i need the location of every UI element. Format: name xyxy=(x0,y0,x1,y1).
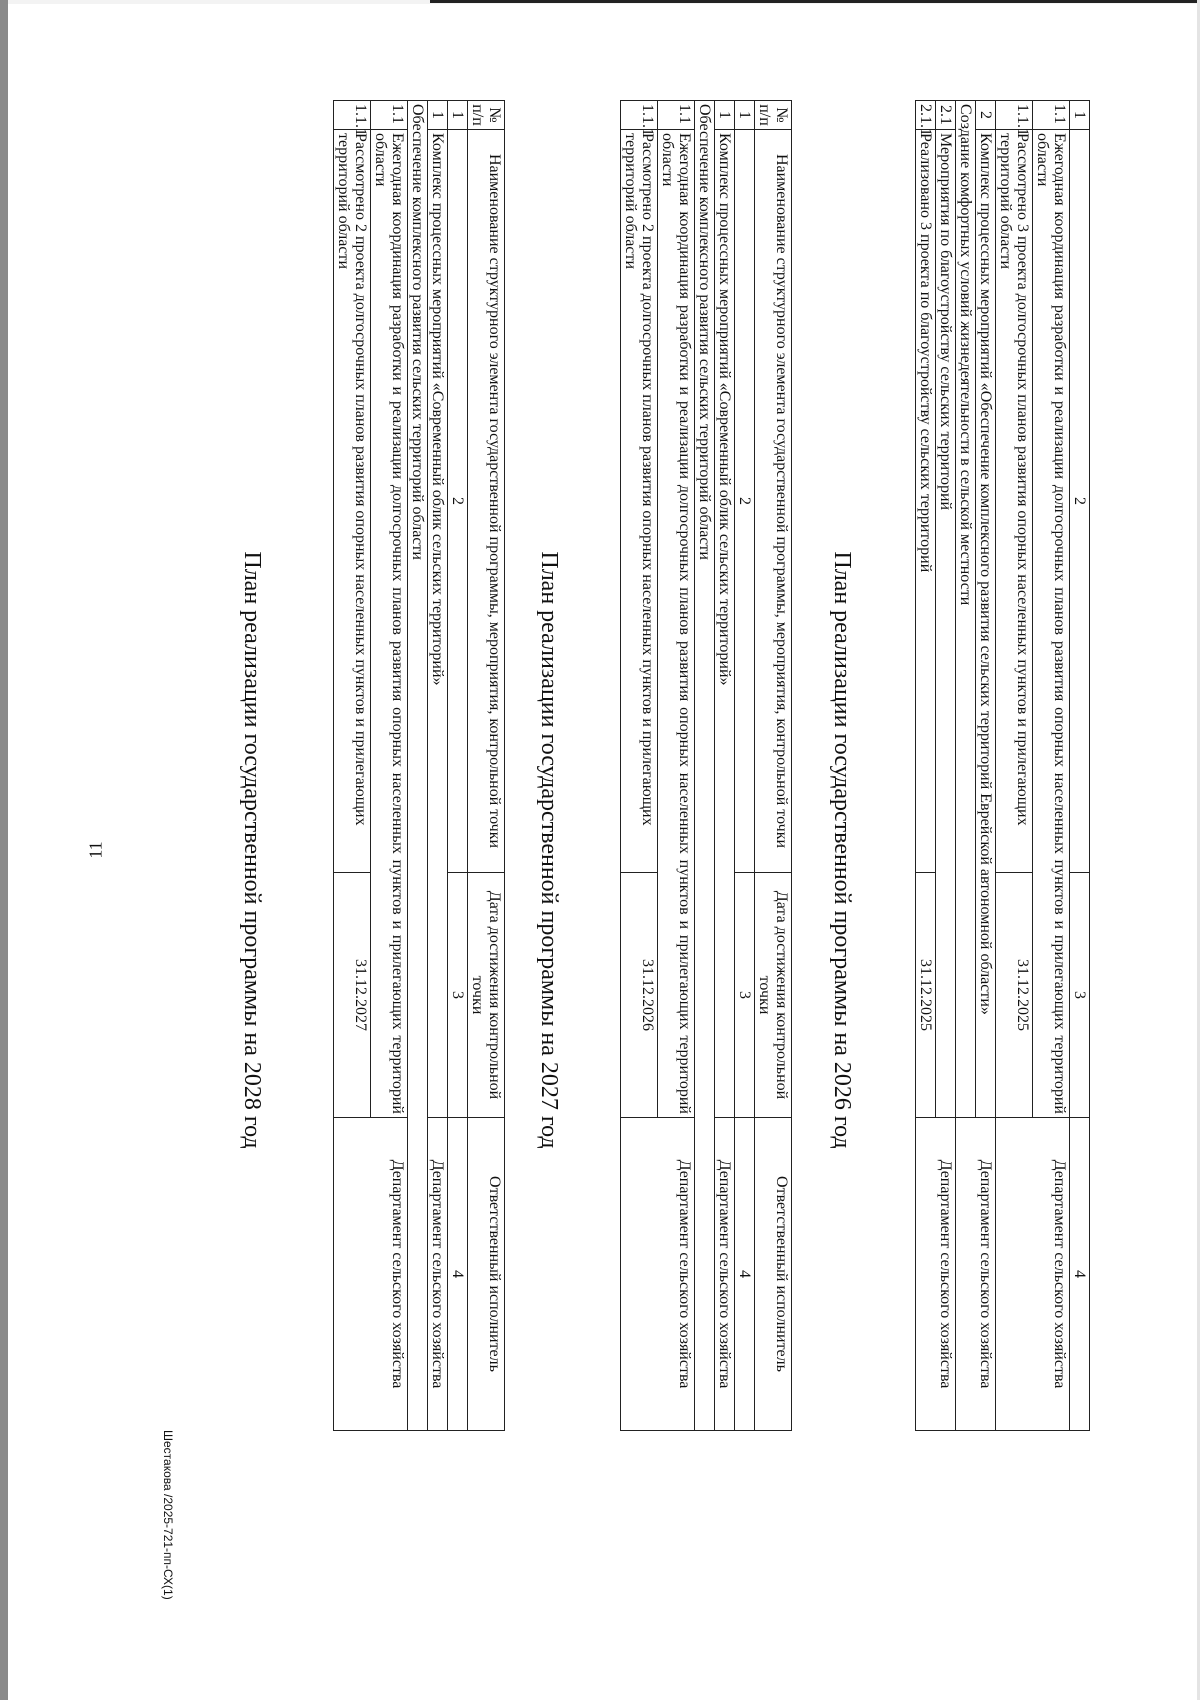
row-name: Создание комфортных условий жизнедеятельности в сельской местности xyxy=(956,101,976,1118)
row-resp: Департамент сельского хозяйства xyxy=(428,1118,448,1431)
row-name: Реализовано 3 проекта по благоустройству сельских территорий xyxy=(916,130,936,873)
rotated-document xyxy=(80,40,1160,1660)
table-2025-section xyxy=(915,40,1090,1660)
col-num: 2 xyxy=(735,130,755,873)
row-name: Ежегодная координация разработки и реализации долгосрочных планов развития опорных населенных пунктов и прилегающих территорий области xyxy=(658,130,695,1118)
row-num: 1.1.1 xyxy=(621,101,658,130)
row-num: 1.1.1 xyxy=(996,101,1033,130)
plan-2026-title: План реализации государственной программы на 2026 год xyxy=(829,551,855,1149)
table-2026 xyxy=(620,100,792,1431)
table-header-row xyxy=(468,101,505,1431)
row-num: 1.1 xyxy=(371,101,408,130)
row-date: 31.12.2025 xyxy=(916,873,936,1118)
header-name: Наименование структурного элемента государственной программы, мероприятия, контрольной точки xyxy=(755,130,792,873)
row-name: Мероприятия по благоустройству сельских территорий xyxy=(936,130,956,1118)
row-resp: Департамент сельского хозяйства xyxy=(916,1118,956,1431)
row-name: Ежегодная координация разработки и реализации долгосрочных планов развития опорных населенных пунктов и прилегающих территорий области xyxy=(1033,130,1070,1118)
header-date: Дата достижения контрольной точки xyxy=(755,873,792,1118)
col-num: 2 xyxy=(448,130,468,873)
row-date: 31.12.2026 xyxy=(621,873,658,1118)
row-num: 2.1 xyxy=(936,101,956,130)
row-name: Комплекс процессных мероприятий «Современный облик сельских территорий» xyxy=(715,130,735,1118)
row-num: 1 xyxy=(715,101,735,130)
col-num: 1 xyxy=(448,101,468,130)
table-2027-section xyxy=(333,40,505,1660)
table-2025 xyxy=(915,100,1090,1431)
col-num: 3 xyxy=(735,873,755,1118)
col-num: 3 xyxy=(448,873,468,1118)
col-num: 1 xyxy=(735,101,755,130)
header-num: № п/п xyxy=(468,101,505,130)
row-name: Ежегодная координация разработки и реализации долгосрочных планов развития опорных населенных пунктов и прилегающих территорий области xyxy=(371,130,408,1118)
table-row xyxy=(408,101,428,1431)
row-resp: Департамент сельского хозяйства xyxy=(621,1118,695,1431)
row-name: Обеспечение комплексного развития сельских территорий области xyxy=(695,101,715,1431)
row-resp: Департамент сельского хозяйства xyxy=(996,1118,1070,1431)
col-num: 4 xyxy=(1070,1118,1090,1431)
row-date: 31.12.2027 xyxy=(334,873,371,1118)
table-row xyxy=(448,101,468,1431)
footer-code: Шестакова /2025-721-пп-СХ(1) xyxy=(161,1430,175,1600)
table-row xyxy=(658,101,695,1431)
col-num: 4 xyxy=(448,1118,468,1431)
table-row xyxy=(936,101,956,1431)
row-resp: Департамент сельского хозяйства xyxy=(715,1118,735,1431)
col-num: 2 xyxy=(1070,130,1090,873)
table-2027 xyxy=(333,100,505,1431)
row-resp: Департамент сельского хозяйства xyxy=(956,1118,996,1431)
scan-edge-left xyxy=(0,0,8,1700)
table-row xyxy=(1033,101,1070,1431)
table-row xyxy=(715,101,735,1431)
col-num: 3 xyxy=(1070,873,1090,1118)
row-name: Комплекс процессных мероприятий «Современный облик сельских территорий» xyxy=(428,130,448,1118)
row-num: 2.1.1 xyxy=(916,101,936,130)
row-date: 31.12.2025 xyxy=(996,873,1033,1118)
header-num: № п/п xyxy=(755,101,792,130)
row-num: 1.1 xyxy=(658,101,695,130)
table-row xyxy=(428,101,448,1431)
row-name: Рассмотрено 2 проекта долгосрочных планов развития опорных населенных пунктов и прилегающих территорий области xyxy=(334,130,371,873)
row-resp: Департамент сельского хозяйства xyxy=(334,1118,408,1431)
header-date: Дата достижения контрольной точки xyxy=(468,873,505,1118)
row-num: 2 xyxy=(976,101,996,130)
table-row xyxy=(371,101,408,1431)
table-row xyxy=(1070,101,1090,1431)
row-name: Комплекс процессных мероприятий «Обеспечение комплексного развития сельских территорий Еврейской автономной области» xyxy=(976,130,996,1118)
scan-edge-top-dark xyxy=(430,0,1200,3)
header-resp: Ответственный исполнитель xyxy=(755,1118,792,1431)
table-row xyxy=(976,101,996,1431)
header-name: Наименование структурного элемента государственной программы, мероприятия, контрольной точки xyxy=(468,130,505,873)
row-name: Рассмотрено 3 проекта долгосрочных планов развития опорных населенных пунктов и прилегающих территорий области xyxy=(996,130,1033,873)
row-num: 1.1.1 xyxy=(334,101,371,130)
row-name: Рассмотрено 2 проекта долгосрочных планов развития опорных населенных пунктов и прилегающих территорий области xyxy=(621,130,658,873)
col-num: 1 xyxy=(1070,101,1090,130)
plan-2028-title: План реализации государственной программы на 2028 год xyxy=(239,551,265,1149)
table-header-row xyxy=(755,101,792,1431)
page-number-text: 11 xyxy=(85,841,106,859)
header-resp: Ответственный исполнитель xyxy=(468,1118,505,1431)
col-num: 4 xyxy=(735,1118,755,1431)
table-row xyxy=(735,101,755,1431)
table-row xyxy=(695,101,715,1431)
row-name: Обеспечение комплексного развития сельских территорий области xyxy=(408,101,428,1431)
row-num: 1 xyxy=(428,101,448,130)
row-num: 1.1 xyxy=(1033,101,1070,130)
table-2026-section xyxy=(620,40,792,1660)
plan-2027-title: План реализации государственной программы на 2027 год xyxy=(536,551,562,1149)
